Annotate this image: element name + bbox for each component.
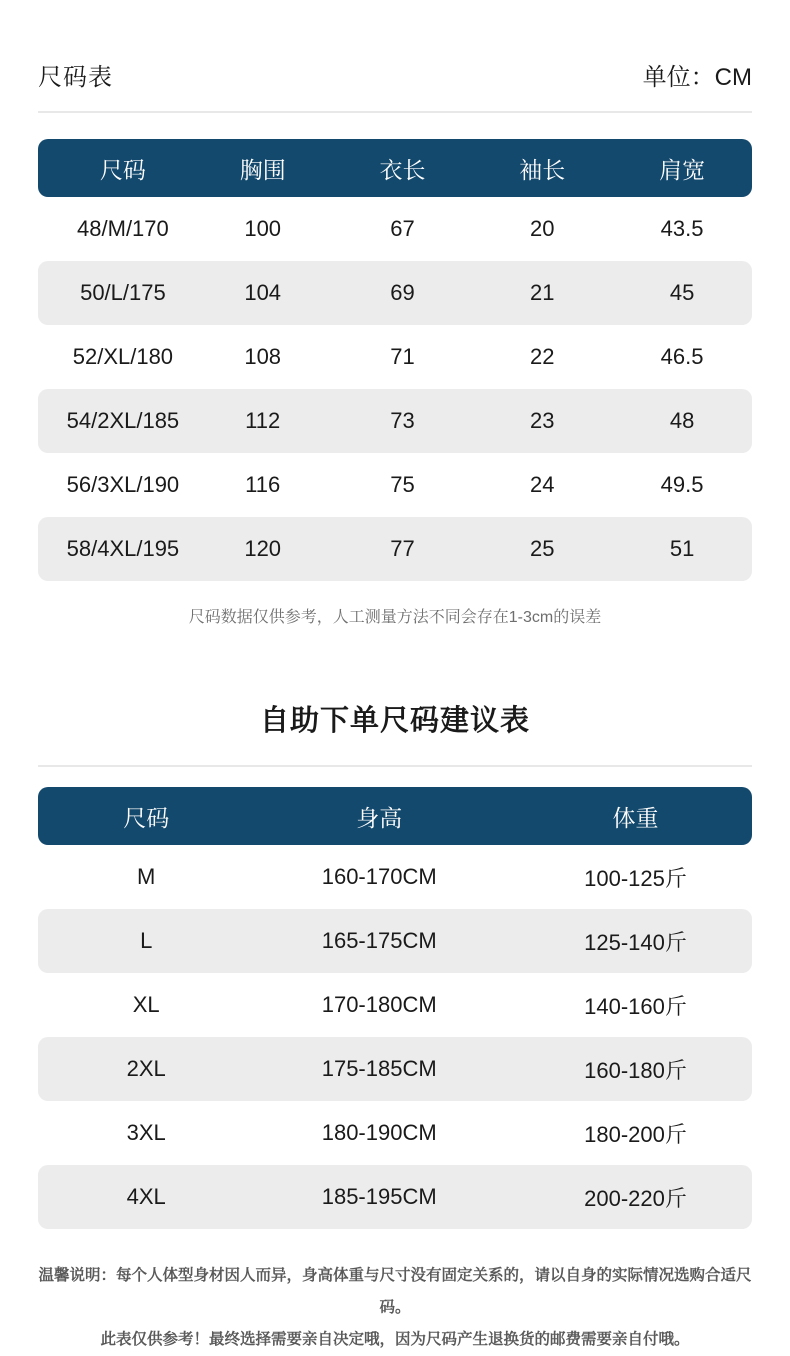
table-row (38, 1037, 752, 1101)
cell-sleeve-length: 25 (530, 536, 555, 561)
cell-size: 3XL (126, 1120, 166, 1145)
size-chart-topbar (38, 0, 752, 92)
header-cell-garment-length: 衣长 (379, 156, 426, 183)
divider-top (38, 111, 752, 113)
suggestion-table-title: 自助下单尺码建议表 (259, 705, 530, 737)
cell-sleeve-length: 22 (530, 344, 555, 369)
cell-weight: 180-200斤 (584, 1121, 687, 1147)
header-cell-size: 尺码 (99, 156, 146, 183)
cell-weight: 125-140斤 (584, 929, 687, 955)
table-row (38, 909, 752, 973)
cell-sleeve-length: 20 (530, 216, 555, 241)
cell-size: 54/2XL/185 (66, 408, 180, 433)
cell-shoulder-width: 46.5 (660, 344, 704, 369)
header-cell-height: 身高 (356, 804, 403, 831)
cell-weight: 100-125斤 (584, 865, 687, 891)
cell-shoulder-width: 45 (669, 280, 695, 305)
cell-height: 170-180CM (321, 992, 437, 1017)
cell-weight: 160-180斤 (584, 1057, 687, 1083)
suggestion-header-row (38, 787, 752, 845)
header-cell-shoulder-width: 肩宽 (659, 156, 706, 183)
table-row (38, 1101, 752, 1165)
cell-chest: 104 (244, 280, 282, 305)
cell-shoulder-width: 48 (669, 408, 695, 433)
table-row (38, 453, 752, 517)
table-row (38, 197, 752, 261)
cell-size: 4XL (126, 1184, 166, 1209)
cell-height: 185-195CM (321, 1184, 437, 1209)
table-row (38, 389, 752, 453)
table-row (38, 845, 752, 909)
cell-size: 50/L/175 (80, 280, 166, 305)
cell-garment-length: 73 (390, 408, 415, 433)
size-chart-header-row (38, 139, 752, 197)
cell-chest: 116 (245, 472, 281, 497)
cell-size: 56/3XL/190 (66, 472, 180, 497)
table-row (38, 325, 752, 389)
cell-shoulder-width: 43.5 (660, 216, 704, 241)
cell-size: 52/XL/180 (72, 344, 174, 369)
cell-size: XL (132, 992, 160, 1017)
cell-shoulder-width: 49.5 (660, 472, 704, 497)
cell-height: 175-185CM (321, 1056, 437, 1081)
cell-garment-length: 75 (390, 472, 415, 497)
cell-weight: 140-160斤 (584, 993, 687, 1019)
table-row (38, 517, 752, 581)
cell-garment-length: 67 (390, 216, 415, 241)
header-cell-chest: 胸围 (239, 156, 286, 183)
cell-garment-length: 71 (390, 344, 415, 369)
footer-note-line1: 温馨说明：每个人体型身材因人而异，身高体重与尺寸没有固定关系的，请以自身的实际情况选购合适尺码。 (38, 1267, 752, 1316)
cell-chest: 100 (244, 216, 282, 241)
cell-shoulder-width: 51 (669, 536, 695, 561)
table-row (38, 1165, 752, 1229)
cell-garment-length: 77 (390, 536, 415, 561)
divider-middle (38, 765, 752, 767)
table-row (38, 973, 752, 1037)
footer-note (38, 1260, 752, 1356)
cell-chest: 112 (245, 408, 281, 433)
cell-sleeve-length: 23 (530, 408, 555, 433)
header-cell-sleeve-length: 袖长 (519, 156, 566, 183)
header-cell-size: 尺码 (123, 804, 170, 831)
table-row (38, 261, 752, 325)
unit-label: 单位：CM (642, 64, 752, 91)
header-cell-weight: 体重 (612, 804, 659, 831)
cell-height: 180-190CM (321, 1120, 437, 1145)
cell-size: 2XL (126, 1056, 166, 1081)
cell-size: M (137, 864, 156, 889)
cell-size: 58/4XL/195 (66, 536, 180, 561)
measurement-note: 尺码数据仅供参考，人工测量方法不同会存在1-3cm的误差 (188, 609, 602, 626)
cell-chest: 120 (244, 536, 282, 561)
cell-height: 165-175CM (321, 928, 437, 953)
cell-sleeve-length: 21 (530, 280, 555, 305)
page-title: 尺码表 (38, 64, 113, 91)
cell-garment-length: 69 (390, 280, 415, 305)
cell-size: L (140, 928, 153, 953)
cell-height: 160-170CM (321, 864, 437, 889)
cell-size: 48/M/170 (77, 216, 169, 241)
cell-chest: 108 (244, 344, 282, 369)
cell-weight: 200-220斤 (584, 1185, 687, 1211)
cell-sleeve-length: 24 (530, 472, 555, 497)
footer-note-line2: 此表仅供参考！最终选择需要亲自决定哦，因为尺码产生退换货的邮费需要亲自付哦。 (100, 1331, 690, 1348)
